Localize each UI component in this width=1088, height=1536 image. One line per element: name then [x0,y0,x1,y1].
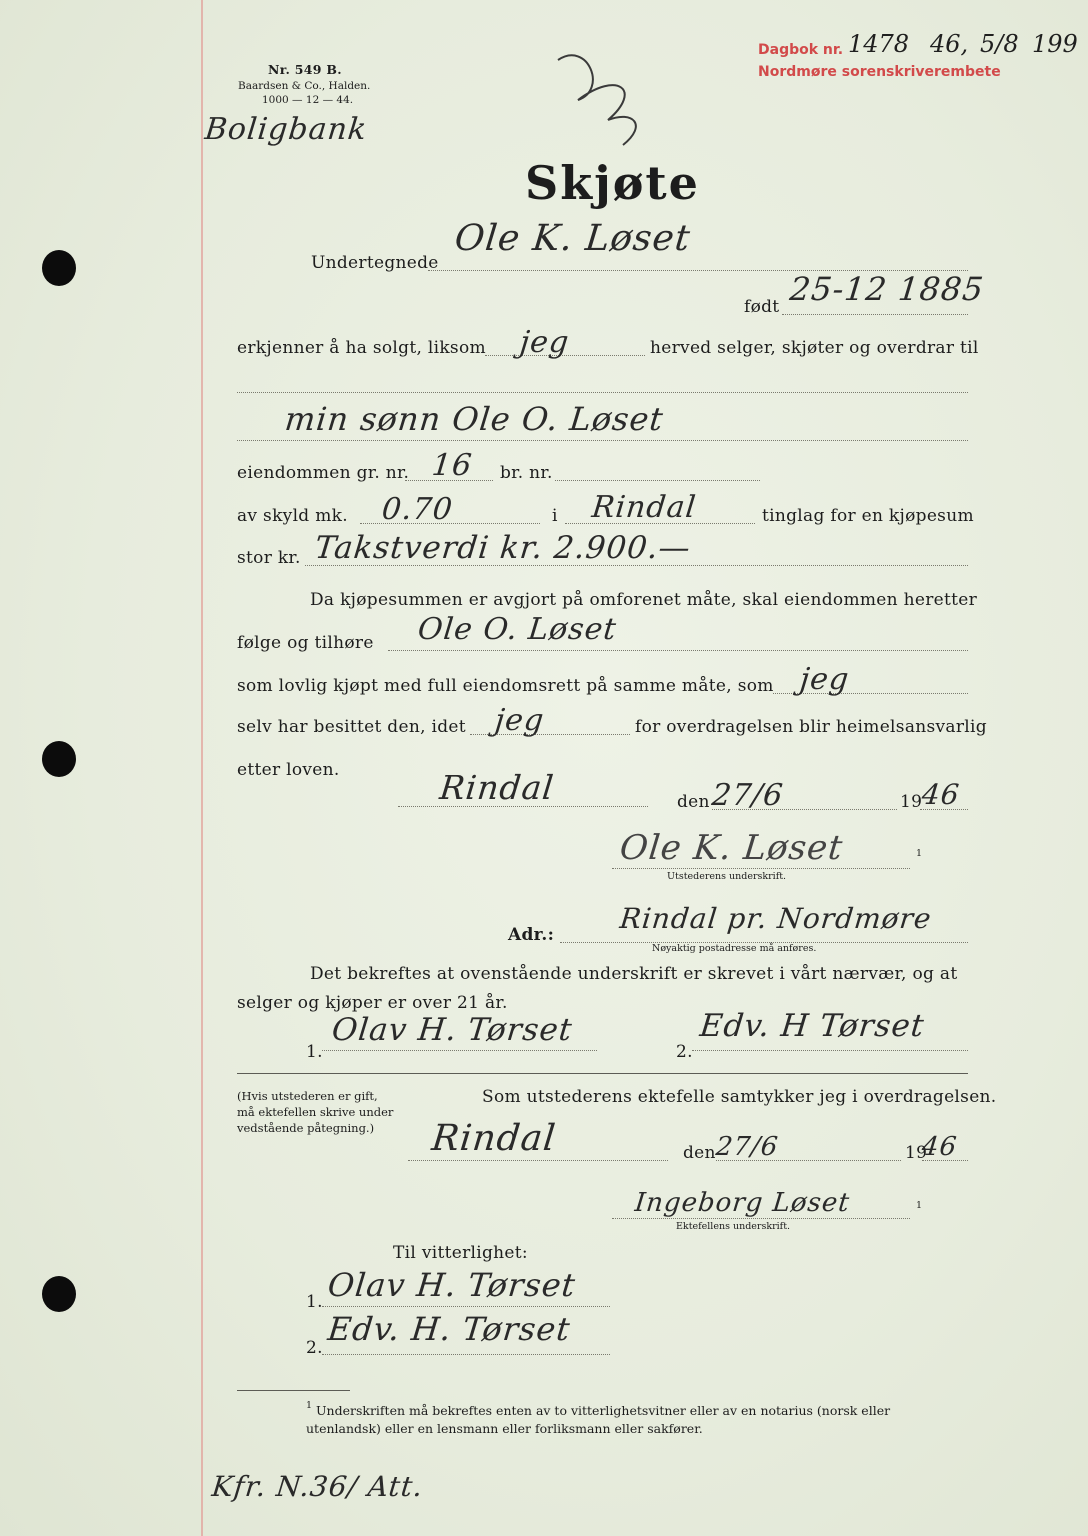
punch-hole [42,250,76,286]
signing-date: 27/6 [710,778,786,813]
price-value: Takstverdi kr. 2.900.— [313,530,693,566]
vitterlighet-number-2: 2. [306,1338,323,1358]
spouse-signature-caption: Ektefellens underskrift. [676,1221,791,1232]
witness-number-1: 1. [306,1042,323,1062]
undertegnede-label: Undertegnede [311,253,439,273]
gr-nr-value: 16 [430,448,475,483]
lawful-pronoun: jeg [798,662,852,697]
in-label: i [552,506,558,526]
document-title: Skjøte [525,156,700,210]
municipality-value: Rindal [590,490,699,525]
stamp-date: 5/8 [980,30,1019,58]
form-number: Nr. 549 B. [268,62,342,77]
margin-line [201,0,203,1536]
law-text: etter loven. [237,760,340,780]
spouse-note-2: må ektefellen skrive under [237,1105,394,1119]
spouse-note-1: (Hvis utstederen er gift, [237,1089,378,1103]
stamp-page: 199 [1032,30,1078,58]
footnote-rule [237,1390,350,1391]
punch-hole [42,1276,76,1312]
witness-number-2: 2. [676,1042,693,1062]
vitterlighet-label: Til vitterlighet: [393,1243,528,1263]
stamp-journal-number: 1478 [848,30,910,58]
address-caption: Nøyaktig postadresse må anføres. [652,943,817,954]
signing-place: Rindal [437,768,557,807]
scribble-mark [548,30,658,150]
age-confirm-text: selger og kjøper er over 21 år. [237,993,508,1013]
belong-label: følge og tilhøre [237,633,374,653]
footnote-number: 1 [306,1400,313,1411]
witness-signature-2: Edv. H Tørset [698,1008,927,1044]
seller-name: Ole K. Løset [452,218,693,259]
property-label: eiendommen gr. nr. [237,463,410,483]
printer-name: Baardsen & Co., Halden. [238,80,371,92]
address-value: Rindal pr. Nordmøre [618,902,934,935]
skyld-value: 0.70 [380,492,455,527]
stamp-court-office: Nordmøre sorenskriverembete [758,64,1001,80]
sold-text-suffix: herved selger, skjøter og overdrar til [650,338,979,358]
born-date: 25-12 1885 [788,270,986,308]
born-label: født [744,297,780,317]
witness-confirm-text: Det bekreftes at ovenstående underskrift er skrevet i vårt nærvær, og at [310,964,958,984]
spouse-footnote-mark: 1 [916,1200,923,1211]
year-suffix: 46 [920,778,962,811]
corner-note: Boligbank [203,112,369,147]
footnote-mark: 1 [916,848,923,859]
year-prefix: 19 [900,792,923,812]
address-label: Adr.: [508,925,555,945]
spouse-consent-text: Som utstederens ektefelle samtykker jeg i overdragelsen. [482,1087,997,1107]
self-clause-prefix: selv har besittet den, idet [237,717,466,737]
stamp-year: 46, [930,30,969,58]
self-pronoun: jeg [493,703,547,738]
vitterlighet-signature-2: Edv. H. Tørset [326,1310,573,1348]
tinglag-label: tinglag for en kjøpesum [762,506,974,526]
belong-name: Ole O. Løset [416,612,619,647]
sold-text-prefix: erkjenner å ha solgt, liksom [237,338,486,358]
spouse-year-prefix: 19 [905,1143,928,1163]
price-label: stor kr. [237,548,301,568]
section-divider [237,1073,968,1074]
stamp-journal-label: Dagbok nr. [758,42,844,58]
signature-caption: Utstederens underskrift. [667,871,787,882]
self-clause-suffix: for overdragelsen blir heimelsansvarlig [635,717,987,737]
spouse-signature: Ingeborg Løset [633,1188,852,1218]
sold-pronoun: jeg [518,325,572,360]
bottom-reference-note: Kfr. N.36/ Att. [210,1470,425,1503]
agreed-clause: Da kjøpesummen er avgjort på omforenet måte, skal eiendommen heretter [310,590,978,610]
punch-hole [42,741,76,777]
lawful-clause: som lovlig kjøpt med full eiendomsrett på samme måte, som [237,676,774,696]
skyld-label: av skyld mk. [237,506,348,526]
spouse-date: 27/6 [714,1132,780,1162]
witness-signature-1: Olav H. Tørset [330,1012,575,1048]
spouse-year-suffix: 46 [920,1132,959,1162]
spouse-note-3: vedstående påtegning.) [237,1121,375,1135]
print-run: 1000 — 12 — 44. [262,94,354,106]
vitterlighet-number-1: 1. [306,1292,323,1312]
issuer-signature: Ole K. Løset [617,828,846,868]
br-nr-label: br. nr. [500,463,553,483]
den-label: den [677,792,710,812]
footnote-line-1: Underskriften må bekreftes enten av to vitterlighetsvitner eller av en notarius (norsk eller [316,1403,891,1418]
footnote-line-2: utenlandsk) eller en lensmann eller forliksmann eller sakfører. [306,1421,703,1436]
spouse-den-label: den [683,1143,716,1163]
buyer-name: min sønn Ole O. Løset [283,400,666,438]
spouse-place: Rindal [429,1118,558,1159]
vitterlighet-signature-1: Olav H. Tørset [326,1266,578,1304]
